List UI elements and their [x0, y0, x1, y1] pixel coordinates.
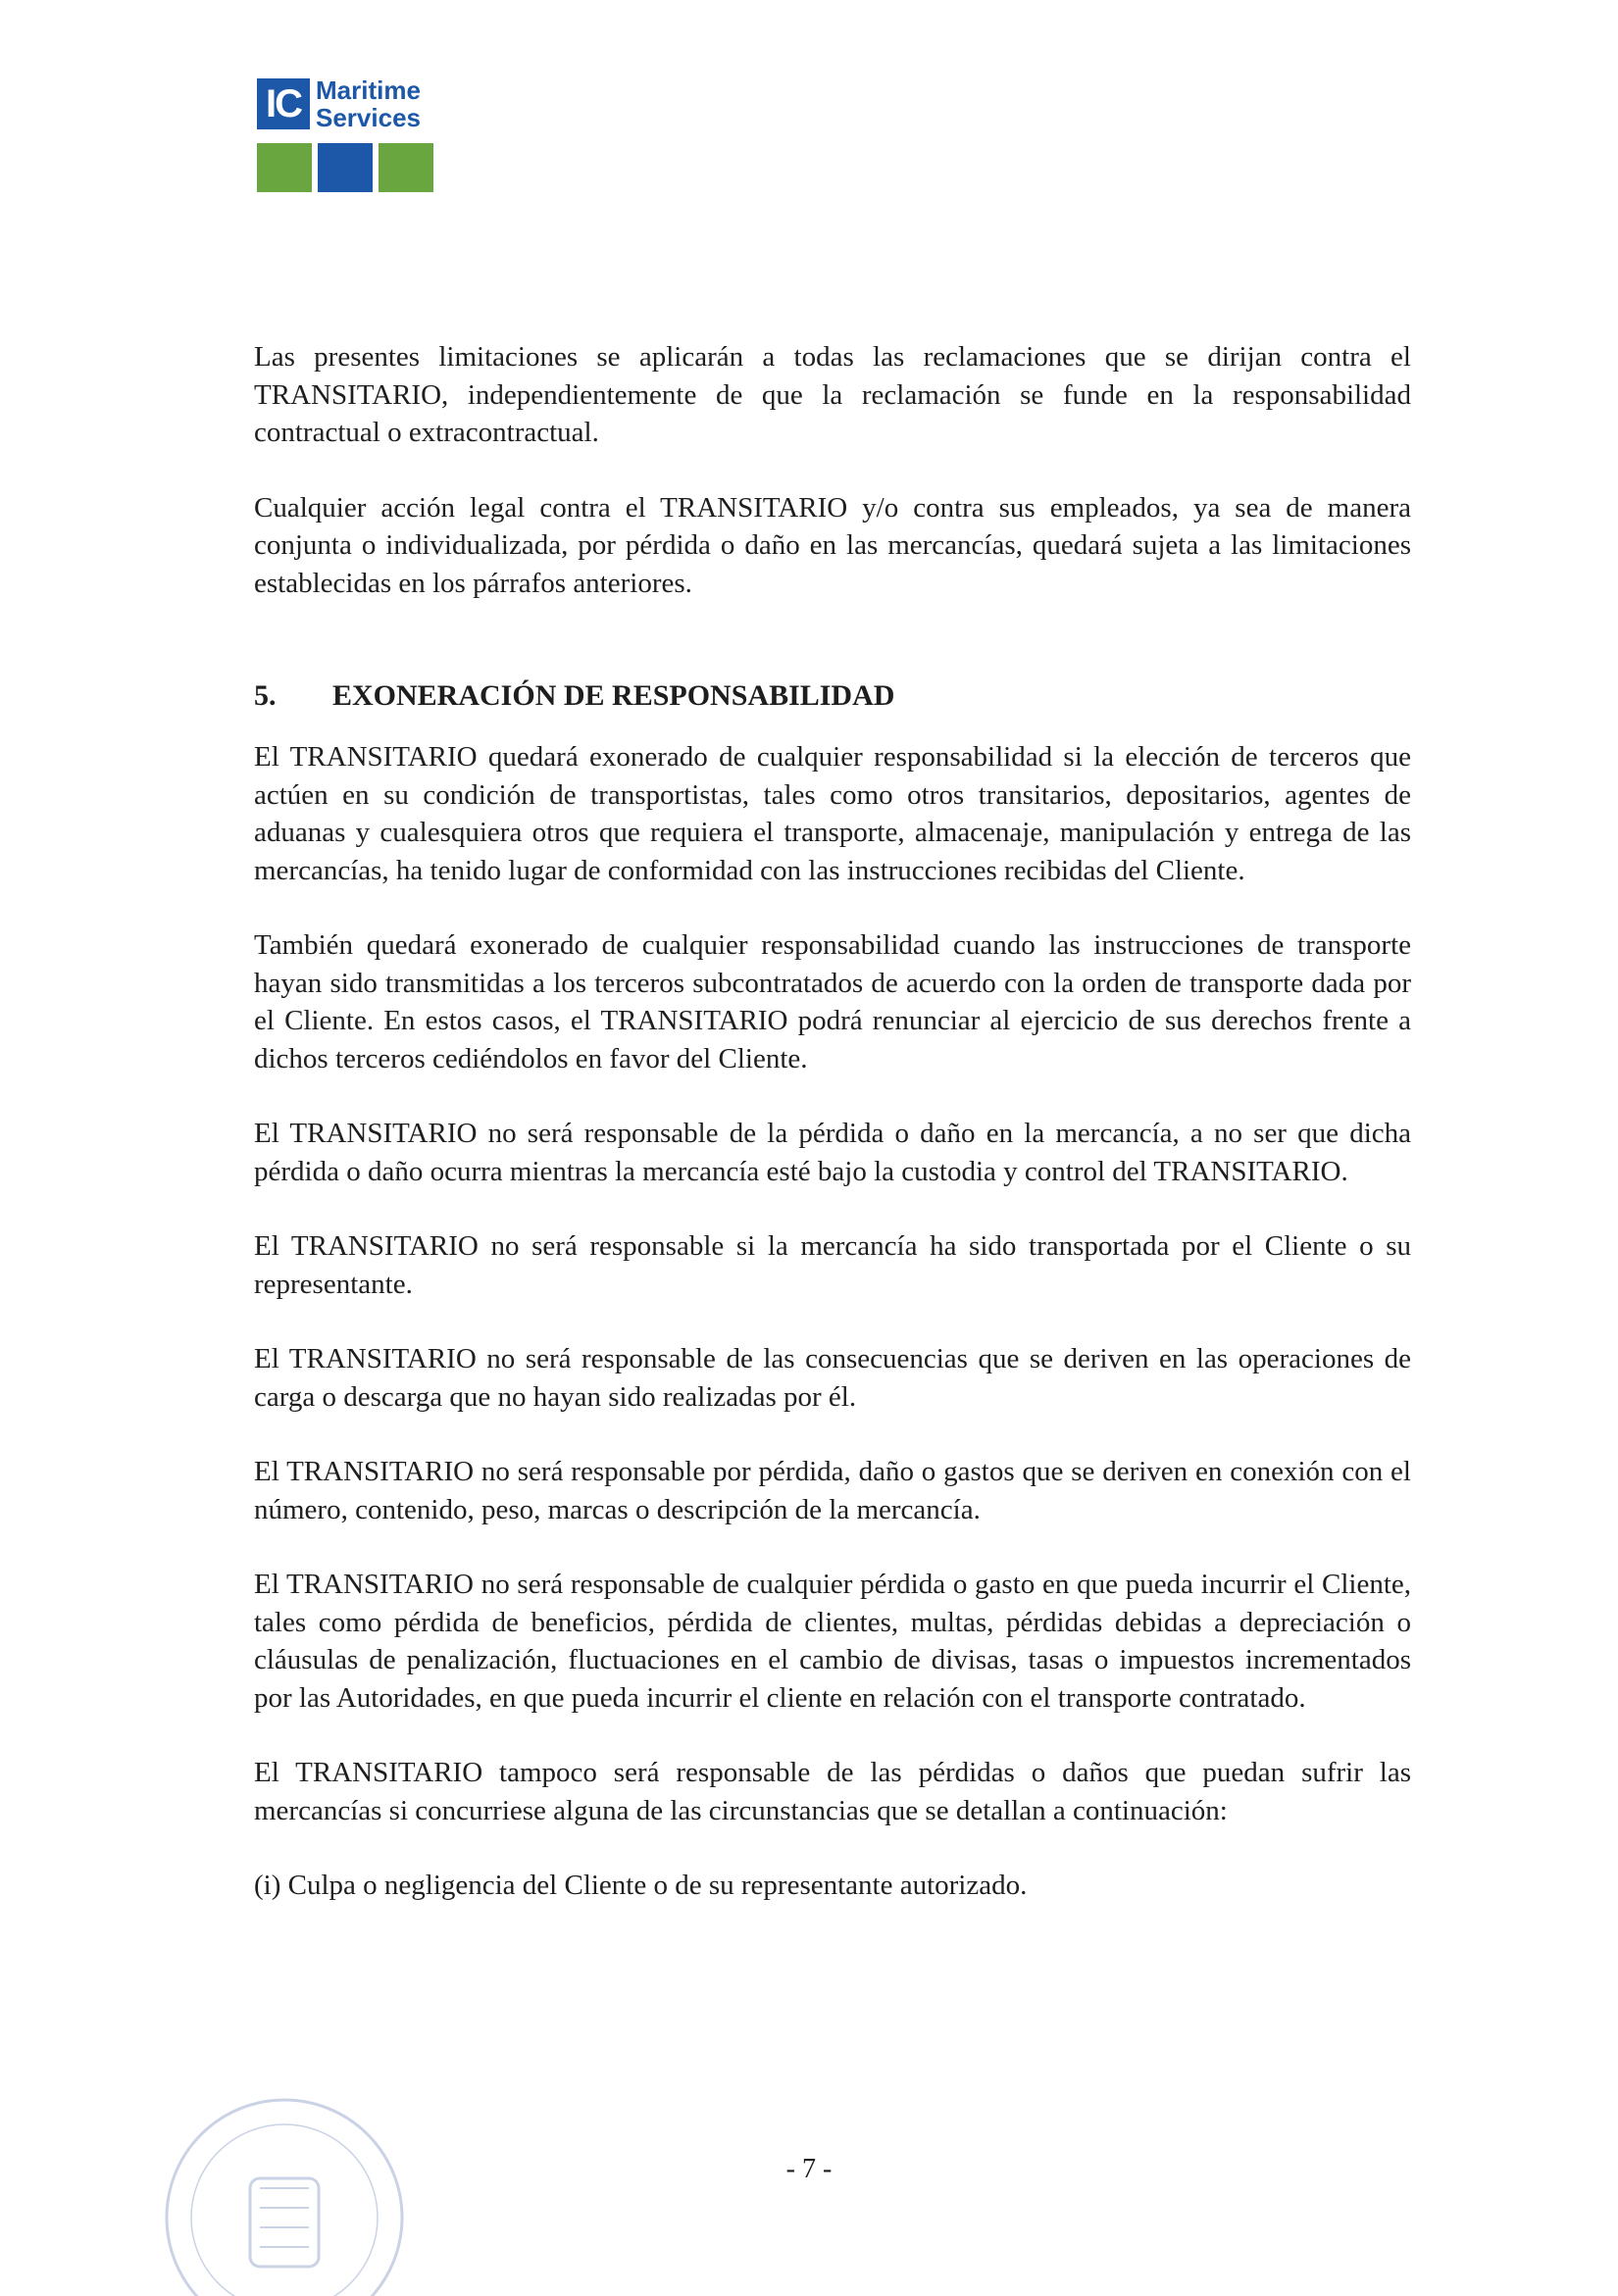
paragraph-exoneration-7: El TRANSITARIO no será responsable de cualquier pérdida o gasto en que pueda incurrir el Cliente, tales como pérdida de beneficios, pérdida de clientes, multas, pérdidas debidas a depreciación o cláusulas de penalización, fluctuaciones en el cambio de divisas, tasas o impuestos incrementados por las Autoridades, en que pueda incurrir el cliente en relación con el transporte contratado. — [254, 1569, 1411, 1714]
section-number: 5. — [254, 679, 277, 712]
paragraph-limitations: Las presentes limitaciones se aplicarán a todas las reclamaciones que se dirijan contra el TRANSITARIO, independientemente de que la reclamación se funde en la responsabilidad contractual o extracontractual. — [254, 341, 1411, 448]
list-item: (i) Culpa o negligencia del Cliente o de su representante autorizado. — [254, 1870, 1028, 1901]
logo-line-2: Services — [316, 103, 421, 132]
paragraph-exoneration-4: El TRANSITARIO no será responsable si la mercancía ha sido transportada por el Cliente o su representante. — [254, 1230, 1411, 1300]
section-title: EXONERACIÓN DE RESPONSABILIDAD — [332, 679, 895, 712]
paragraph-exoneration-6: El TRANSITARIO no será responsable por pérdida, daño o gastos que se deriven en conexión con el número, contenido, peso, marcas o descripción de la mercancía. — [254, 1456, 1411, 1525]
section-heading — [254, 677, 1411, 715]
paragraph-exoneration-2: También quedará exonerado de cualquier responsabilidad cuando las instrucciones de transporte hayan sido transmitidas a los terceros subcontratados de acuerdo con la orden de transporte dada por el Cliente. En estos casos, el TRANSITARIO podrá renunciar al ejercicio de sus derechos frente a dichos terceros cediéndolos en favor del Cliente. — [254, 929, 1411, 1074]
logo-bar-green-right — [379, 143, 433, 192]
document-body — [254, 338, 1411, 1905]
paragraph-exoneration-1: El TRANSITARIO quedará exonerado de cualquier responsabilidad si la elección de terceros que actúen en su condición de transportistas, tales como otros transitarios, depositarios, agentes de aduanas y cualesquiera otros que requiera el transporte, almacenaje, manipulación y entrega de las mercancías, ha tenido lugar de conformidad con las instrucciones recibidas del Cliente. — [254, 741, 1411, 886]
company-logo — [257, 71, 433, 192]
paragraph-exoneration-3: El TRANSITARIO no será responsable de la pérdida o daño en la mercancía, a no ser que dicha pérdida o daño ocurra mientras la mercancía esté bajo la custodia y control del TRANSITARIO. — [254, 1118, 1411, 1187]
logo-bar-green-left — [257, 143, 312, 192]
logo-ic-mark: IC — [257, 78, 310, 129]
paragraph-legal-action: Cualquier acción legal contra el TRANSITARIO y/o contra sus empleados, ya sea de manera conjunta o individualizada, por pérdida o daño en las mercancías, quedará sujeta a las limitaciones establecidas en los párrafos anteriores. — [254, 491, 1411, 599]
logo-line-1: Maritime — [316, 75, 421, 105]
logo-wordmark — [316, 76, 421, 131]
logo-bar-blue — [318, 143, 373, 192]
logo-bars — [257, 143, 433, 192]
page-number: - 7 - — [785, 2154, 833, 2184]
paragraph-exoneration-5: El TRANSITARIO no será responsable de las consecuencias que se deriven en las operaciones de carga o descarga que no hayan sido realizadas por él. — [254, 1343, 1411, 1413]
paragraph-exoneration-8: El TRANSITARIO tampoco será responsable de las pérdidas o daños que puedan sufrir las mercancías si concurriese alguna de las circunstancias que se detallan a continuación: — [254, 1757, 1411, 1826]
